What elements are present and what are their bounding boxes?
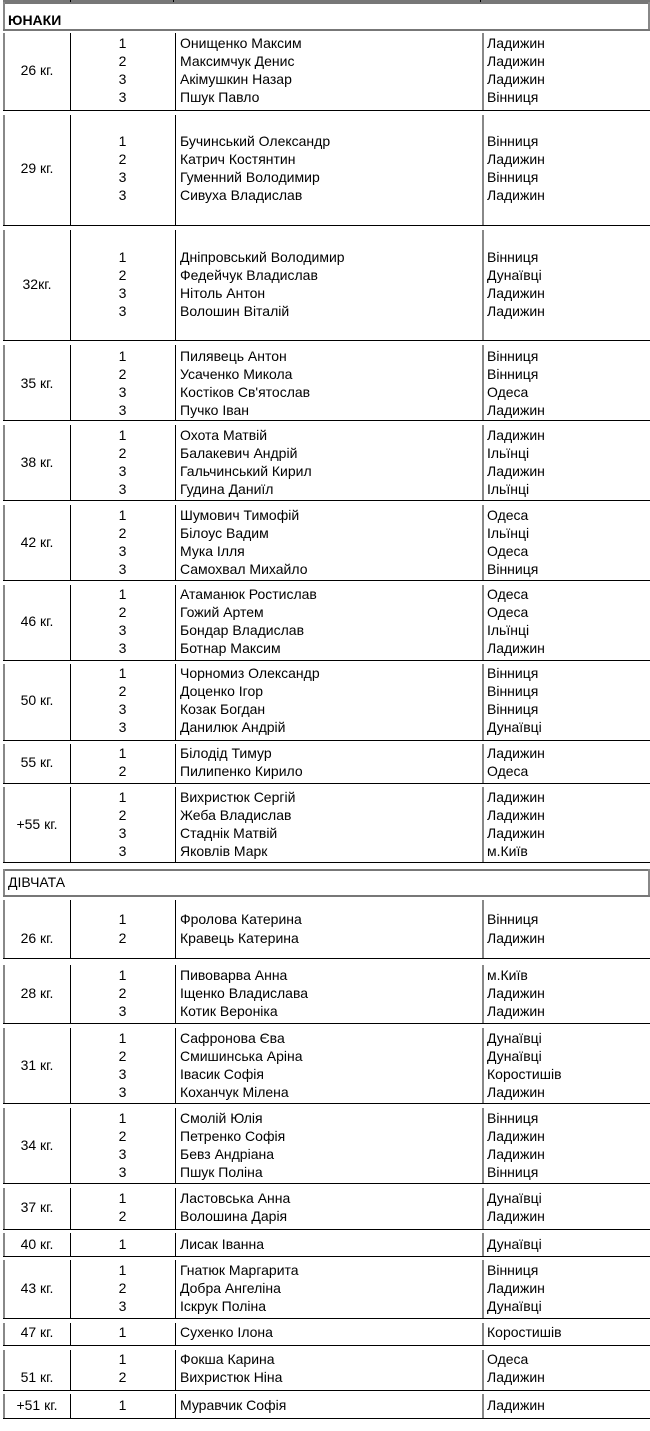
- place-cell: 3: [118, 622, 127, 638]
- place-cell: 1: [118, 507, 127, 523]
- place-cell: 3: [118, 640, 127, 656]
- city-cell: Ладижин: [487, 187, 545, 203]
- row-divider: [3, 1318, 650, 1319]
- place-cell: 1: [118, 1397, 127, 1413]
- result-row: [0, 788, 650, 806]
- weight-label: 31 кг.: [20, 1057, 54, 1073]
- place-cell: 3: [118, 1164, 127, 1180]
- athlete-name: Максимчук Денис: [180, 53, 295, 69]
- result-row: [0, 401, 650, 419]
- place-cell: 3: [118, 825, 127, 841]
- result-row: [0, 762, 650, 780]
- athlete-name: Федейчук Владислав: [180, 267, 318, 283]
- result-row: [0, 718, 650, 736]
- result-row: [0, 284, 650, 302]
- city-cell: м.Київ: [487, 967, 528, 983]
- athlete-name: Яковлів Марк: [180, 843, 268, 859]
- result-row: [0, 88, 650, 106]
- place-cell: 3: [118, 1084, 127, 1100]
- section-border: [3, 869, 5, 895]
- weight-label: 26 кг.: [20, 930, 54, 946]
- result-row: [0, 506, 650, 524]
- city-cell: Ладижин: [487, 71, 545, 87]
- result-row: [0, 682, 650, 700]
- place-cell: 3: [118, 1146, 127, 1162]
- result-row: [0, 1279, 650, 1297]
- city-cell: Вінниця: [487, 1262, 539, 1278]
- place-cell: 1: [118, 35, 127, 51]
- section-title: ДІВЧАТА: [8, 874, 66, 890]
- place-cell: 3: [118, 1298, 127, 1314]
- weight-label: 34 кг.: [20, 1137, 54, 1153]
- city-cell: Дунаївці: [487, 1190, 542, 1206]
- result-row: [0, 1083, 650, 1101]
- result-row: [0, 426, 650, 444]
- athlete-name: Іщенко Владислава: [180, 985, 309, 1001]
- result-row: [0, 302, 650, 320]
- city-cell: Дунаївці: [487, 1298, 542, 1314]
- row-divider: [3, 1229, 650, 1230]
- weight-label: 26 кг.: [20, 62, 54, 78]
- weight-label: 35 кг.: [20, 375, 54, 391]
- athlete-name: Іскрук Поліна: [180, 1298, 266, 1314]
- result-row: [0, 132, 650, 150]
- place-cell: 2: [118, 1208, 127, 1224]
- row-divider: [3, 500, 650, 501]
- city-cell: Ладижин: [487, 640, 545, 656]
- athlete-name: Стаднік Матвій: [180, 825, 278, 841]
- place-cell: 2: [118, 1048, 127, 1064]
- result-row: [0, 168, 650, 186]
- place-cell: 1: [118, 1262, 127, 1278]
- weight-label: 46 кг.: [20, 613, 54, 629]
- athlete-name: Білодід Тимур: [180, 745, 272, 761]
- row-divider: [3, 1023, 650, 1024]
- place-cell: 2: [118, 985, 127, 1001]
- place-cell: 3: [118, 843, 127, 859]
- row-divider: [3, 1390, 650, 1391]
- place-cell: 1: [118, 665, 127, 681]
- weight-label: 37 кг.: [20, 1199, 54, 1215]
- athlete-name: Дніпровський Володимир: [180, 249, 345, 265]
- city-cell: Вінниця: [487, 1110, 539, 1126]
- city-cell: Дунаївці: [487, 1030, 542, 1046]
- city-cell: Вінниця: [487, 249, 539, 265]
- city-cell: Вінниця: [487, 133, 539, 149]
- athlete-name: Кравець Катерина: [180, 930, 299, 946]
- row-divider: [3, 580, 650, 581]
- result-row: [0, 1029, 650, 1047]
- result-row: [0, 365, 650, 383]
- weight-label: 29 кг.: [20, 160, 54, 176]
- athlete-name: Вихристюк Сергій: [180, 789, 296, 805]
- city-cell: Ладижин: [487, 1280, 545, 1296]
- athlete-name: Гуменний Володимир: [180, 169, 320, 185]
- place-cell: 2: [118, 267, 127, 283]
- result-row: [0, 1323, 650, 1341]
- row-divider: [3, 783, 650, 784]
- athlete-name: Балакевич Андрій: [180, 445, 298, 461]
- athlete-name: Бондар Владислав: [180, 622, 305, 638]
- place-cell: 1: [118, 1324, 127, 1340]
- athlete-name: Костіков Св'ятослав: [180, 384, 311, 400]
- athlete-name: Жеба Владислав: [180, 807, 292, 823]
- city-cell: Ладижин: [487, 985, 545, 1001]
- row-divider: [3, 862, 650, 863]
- athlete-name: Пивоварва Анна: [180, 967, 288, 983]
- place-cell: 2: [118, 151, 127, 167]
- result-row: [0, 248, 650, 266]
- result-row: [0, 524, 650, 542]
- athlete-name: Пилявець Антон: [180, 348, 287, 364]
- place-cell: 3: [118, 463, 127, 479]
- athlete-name: Онищенко Максим: [180, 35, 302, 51]
- weight-label: +51 кг.: [16, 1397, 58, 1413]
- result-row: [0, 70, 650, 88]
- result-row: [0, 560, 650, 578]
- city-cell: м.Київ: [487, 843, 528, 859]
- result-row: [0, 1065, 650, 1083]
- place-cell: 1: [118, 745, 127, 761]
- result-row: [0, 480, 650, 498]
- athlete-name: Коханчук Мілена: [180, 1084, 289, 1100]
- result-row: [0, 842, 650, 860]
- city-cell: Одеса: [487, 586, 529, 602]
- place-cell: 1: [118, 133, 127, 149]
- city-cell: Ладижин: [487, 1397, 545, 1413]
- result-row: [0, 664, 650, 682]
- result-row: [0, 966, 650, 984]
- section-border: [3, 2, 650, 4]
- city-cell: Ладижин: [487, 789, 545, 805]
- place-cell: 3: [118, 384, 127, 400]
- row-divider: [3, 1103, 650, 1104]
- place-cell: 2: [118, 366, 127, 382]
- row-divider: [3, 1345, 650, 1346]
- athlete-name: Івасик Софія: [180, 1066, 264, 1082]
- result-row: [0, 1261, 650, 1279]
- city-cell: Одеса: [487, 1351, 529, 1367]
- place-cell: 3: [118, 89, 127, 105]
- place-cell: 1: [118, 427, 127, 443]
- athlete-name: Гудина Даниїл: [180, 481, 274, 497]
- city-cell: Ладижин: [487, 745, 545, 761]
- city-cell: Дунаївці: [487, 1236, 542, 1252]
- weight-label: +55 кг.: [16, 816, 58, 832]
- athlete-name: Фокша Карина: [180, 1351, 275, 1367]
- athlete-name: Смишинська Аріна: [180, 1048, 303, 1064]
- athlete-name: Гожий Артем: [180, 604, 264, 620]
- athlete-name: Вихристюк Ніна: [180, 1369, 283, 1385]
- place-cell: 2: [118, 930, 127, 946]
- result-row: [0, 1002, 650, 1020]
- city-cell: Ладижин: [487, 930, 545, 946]
- place-cell: 2: [118, 683, 127, 699]
- athlete-name: Волошин Віталій: [180, 303, 290, 319]
- city-cell: Ладижин: [487, 1208, 545, 1224]
- place-cell: 1: [118, 789, 127, 805]
- row-divider: [3, 1183, 650, 1184]
- athlete-name: Волошина Дарія: [180, 1208, 288, 1224]
- athlete-name: Самохвал Михайло: [180, 561, 308, 577]
- place-cell: 2: [118, 525, 127, 541]
- city-cell: Вінниця: [487, 683, 539, 699]
- result-row: [0, 984, 650, 1002]
- place-cell: 1: [118, 1236, 127, 1252]
- place-cell: 2: [118, 445, 127, 461]
- section-title: ЮНАКИ: [8, 12, 62, 28]
- city-cell: Вінниця: [487, 701, 539, 717]
- city-cell: Ладижин: [487, 402, 545, 418]
- athlete-name: Чорномиз Олександр: [180, 665, 320, 681]
- city-cell: Вінниця: [487, 89, 539, 105]
- athlete-name: Шумович Тимофій: [180, 507, 300, 523]
- result-row: [0, 700, 650, 718]
- place-cell: 3: [118, 1066, 127, 1082]
- place-cell: 3: [118, 187, 127, 203]
- row-divider: [3, 740, 650, 741]
- city-cell: Ладижин: [487, 1084, 545, 1100]
- city-cell: Ладижин: [487, 825, 545, 841]
- section-border: [3, 895, 650, 897]
- city-cell: Ладижин: [487, 303, 545, 319]
- result-row: [0, 444, 650, 462]
- weight-label: 43 кг.: [20, 1280, 54, 1296]
- athlete-name: Катрич Костянтин: [180, 151, 296, 167]
- row-divider: [3, 225, 650, 226]
- city-cell: Ладижин: [487, 151, 545, 167]
- weight-label: 40 кг.: [20, 1236, 54, 1252]
- city-cell: Вінниця: [487, 911, 539, 927]
- place-cell: 3: [118, 402, 127, 418]
- city-cell: Дунаївці: [487, 719, 542, 735]
- result-row: [0, 1189, 650, 1207]
- place-cell: 2: [118, 1369, 127, 1385]
- row-divider: [3, 340, 650, 341]
- city-cell: Одеса: [487, 384, 529, 400]
- result-row: [0, 824, 650, 842]
- place-cell: 2: [118, 53, 127, 69]
- place-cell: 1: [118, 1110, 127, 1126]
- athlete-name: Білоус Вадим: [180, 525, 269, 541]
- result-row: [0, 1297, 650, 1315]
- athlete-name: Акімушкин Назар: [180, 71, 292, 87]
- section-border: [3, 2, 5, 29]
- athlete-name: Мука Ілля: [180, 543, 245, 559]
- result-row: [0, 585, 650, 603]
- athlete-name: Смолій Юлія: [180, 1110, 263, 1126]
- athlete-name: Сивуха Владислав: [180, 187, 303, 203]
- city-cell: Одеса: [487, 507, 529, 523]
- place-cell: 3: [118, 543, 127, 559]
- place-cell: 1: [118, 348, 127, 364]
- result-row: [0, 1235, 650, 1253]
- athlete-name: Петренко Софія: [180, 1128, 286, 1144]
- result-row: [0, 266, 650, 284]
- city-cell: Ільїнці: [487, 481, 530, 497]
- result-row: [0, 1127, 650, 1145]
- place-cell: 1: [118, 967, 127, 983]
- weight-label: 55 кг.: [20, 754, 54, 770]
- result-row: [0, 34, 650, 52]
- place-cell: 3: [118, 701, 127, 717]
- athlete-name: Добра Ангеліна: [180, 1280, 281, 1296]
- city-cell: Ільїнці: [487, 622, 530, 638]
- result-row: [0, 52, 650, 70]
- row-divider: [3, 958, 650, 959]
- place-cell: 1: [118, 1190, 127, 1206]
- result-row: [0, 186, 650, 204]
- city-cell: Ладижин: [487, 1128, 545, 1144]
- result-row: [0, 1350, 650, 1368]
- place-cell: 2: [118, 604, 127, 620]
- row-divider: [3, 660, 650, 661]
- city-cell: Одеса: [487, 763, 529, 779]
- result-row: [0, 383, 650, 401]
- city-cell: Ладижин: [487, 427, 545, 443]
- weight-label: 47 кг.: [20, 1324, 54, 1340]
- result-row: [0, 347, 650, 365]
- athlete-name: Козак Богдан: [180, 701, 266, 717]
- city-cell: Ладижин: [487, 1146, 545, 1162]
- row-divider: [3, 1418, 650, 1419]
- place-cell: 3: [118, 481, 127, 497]
- result-row: [0, 910, 650, 928]
- result-row: [0, 542, 650, 560]
- city-cell: Ладижин: [487, 35, 545, 51]
- result-row: [0, 621, 650, 639]
- row-divider: [3, 420, 650, 421]
- result-row: [0, 1163, 650, 1181]
- place-cell: 3: [118, 561, 127, 577]
- city-cell: Одеса: [487, 604, 529, 620]
- athlete-name: Ботнар Максим: [180, 640, 281, 656]
- city-cell: Ладижин: [487, 53, 545, 69]
- result-row: [0, 806, 650, 824]
- weight-label: 50 кг.: [20, 692, 54, 708]
- city-cell: Ільїнці: [487, 445, 530, 461]
- athlete-name: Фролова Катерина: [180, 911, 302, 927]
- city-cell: Вінниця: [487, 366, 539, 382]
- athlete-name: Пилипенко Кирило: [180, 763, 303, 779]
- athlete-name: Данилюк Андрій: [180, 719, 286, 735]
- result-row: [0, 744, 650, 762]
- place-cell: 3: [118, 169, 127, 185]
- result-row: [0, 1368, 650, 1386]
- city-cell: Ладижин: [487, 463, 545, 479]
- result-row: [0, 462, 650, 480]
- result-row: [0, 639, 650, 657]
- athlete-name: Нітоль Антон: [180, 285, 266, 301]
- athlete-name: Усаченко Микола: [180, 366, 293, 382]
- section-border: [3, 869, 650, 871]
- place-cell: 3: [118, 71, 127, 87]
- city-cell: Вінниця: [487, 665, 539, 681]
- city-cell: Ладижин: [487, 1003, 545, 1019]
- result-row: [0, 929, 650, 947]
- athlete-name: Муравчик Софія: [180, 1397, 287, 1413]
- city-cell: Дунаївці: [487, 267, 542, 283]
- city-cell: Вінниця: [487, 169, 539, 185]
- place-cell: 3: [118, 303, 127, 319]
- athlete-name: Сухенко Ілона: [180, 1324, 273, 1340]
- section-border: [3, 29, 650, 31]
- athlete-name: Бучинський Олександр: [180, 133, 331, 149]
- place-cell: 2: [118, 807, 127, 823]
- weight-label: 42 кг.: [20, 534, 54, 550]
- athlete-name: Пшук Павло: [180, 89, 260, 105]
- place-cell: 1: [118, 1030, 127, 1046]
- result-row: [0, 1145, 650, 1163]
- city-cell: Вінниця: [487, 1164, 539, 1180]
- city-cell: Вінниця: [487, 561, 539, 577]
- city-cell: Ладижин: [487, 285, 545, 301]
- place-cell: 2: [118, 763, 127, 779]
- result-row: [0, 150, 650, 168]
- city-cell: Ладижин: [487, 1369, 545, 1385]
- place-cell: 2: [118, 1128, 127, 1144]
- athlete-name: Сафронова Єва: [180, 1030, 285, 1046]
- weight-label: 28 кг.: [20, 985, 54, 1001]
- city-cell: Коростишів: [487, 1324, 562, 1340]
- athlete-name: Лисак Іванна: [180, 1236, 265, 1252]
- row-divider: [3, 1256, 650, 1257]
- row-divider: [3, 110, 650, 111]
- place-cell: 2: [118, 1280, 127, 1296]
- city-cell: Ільїнці: [487, 525, 530, 541]
- city-cell: Одеса: [487, 543, 529, 559]
- place-cell: 1: [118, 249, 127, 265]
- athlete-name: Гальчинський Кирил: [180, 463, 312, 479]
- place-cell: 1: [118, 911, 127, 927]
- athlete-name: Доценко Ігор: [180, 683, 264, 699]
- athlete-name: Гнатюк Маргарита: [180, 1262, 299, 1278]
- weight-label: 32кг.: [22, 276, 52, 292]
- city-cell: Ладижин: [487, 807, 545, 823]
- weight-label: 38 кг.: [20, 454, 54, 470]
- athlete-name: Охота Матвій: [180, 427, 268, 443]
- result-row: [0, 603, 650, 621]
- athlete-name: Пучко Іван: [180, 402, 250, 418]
- place-cell: 3: [118, 285, 127, 301]
- place-cell: 3: [118, 719, 127, 735]
- athlete-name: Атаманюк Ростислав: [180, 586, 317, 602]
- weight-label: 51 кг.: [20, 1369, 54, 1385]
- city-cell: Коростишів: [487, 1066, 562, 1082]
- athlete-name: Ластовська Анна: [180, 1190, 291, 1206]
- result-row: [0, 1109, 650, 1127]
- place-cell: 1: [118, 1351, 127, 1367]
- place-cell: 1: [118, 586, 127, 602]
- place-cell: 3: [118, 1003, 127, 1019]
- result-row: [0, 1396, 650, 1414]
- result-row: [0, 1207, 650, 1225]
- city-cell: Вінниця: [487, 348, 539, 364]
- result-row: [0, 1047, 650, 1065]
- city-cell: Дунаївці: [487, 1048, 542, 1064]
- athlete-name: Бевз Андріана: [180, 1146, 275, 1162]
- athlete-name: Котик Вероніка: [180, 1003, 278, 1019]
- athlete-name: Пшук Поліна: [180, 1164, 263, 1180]
